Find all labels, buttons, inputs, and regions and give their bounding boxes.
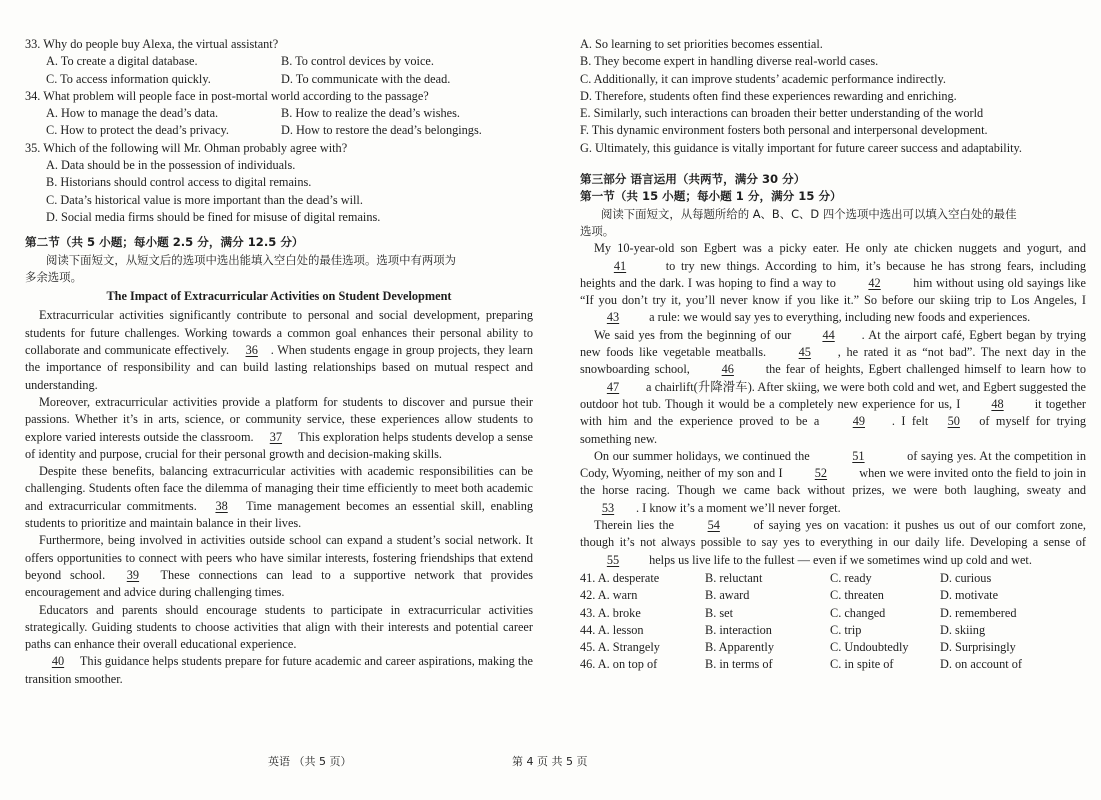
question-35	[25, 140, 533, 226]
section-instructions-cont: 多余选项。	[25, 269, 82, 284]
options-row: 41. A. desperate B. reluctant C. ready D. curious	[580, 570, 992, 585]
choice-c: C. Additionally, it can improve students’ academic performance indirectly.	[580, 71, 946, 86]
section-heading: 第一节（共 15 小题；每小题 1 分，满分 15 分）	[580, 189, 842, 204]
blank-42: 42	[868, 275, 881, 290]
blank-47: 47	[606, 379, 620, 394]
left-column	[25, 36, 533, 688]
blank-53: 53	[601, 500, 615, 515]
choice-e: E. Similarly, such interactions can broaden their better understanding of the world	[580, 106, 984, 121]
option-d: D. Social media firms should be fined for misuse of digital remains.	[46, 209, 381, 224]
blank-37: 37	[269, 429, 283, 444]
choice-list	[580, 36, 1086, 157]
paragraph: My 10-year-old son Egbert was a picky eater. He only ate chicken nuggets and yogurt, and 41 to try new things. According to him, it’s because he has strong fears, including heights and the dark. I was hoping to find a way to 42 him without using old sayings like “If you don’t try it, you’ll never know if you like it.” So before our skiing trip to Los Angeles, I 43 a rule: we would say yes to everything, including new foods and experiences.	[580, 240, 1086, 326]
choice-b: B. They become expert in handling diverse real-world cases.	[580, 54, 879, 69]
options-row: 44. A. lesson B. interaction C. trip D. skiing	[580, 622, 986, 637]
option-b: B. Historians should control access to digital remains.	[46, 175, 312, 190]
question-stem: 33. Why do people buy Alexa, the virtual assistant?	[25, 37, 279, 51]
options-row: 42. A. warn B. award C. threaten D. motivate	[580, 588, 999, 603]
blank-38: 38	[215, 498, 228, 513]
question-34	[25, 88, 533, 140]
option-d: D. To communicate with the dead.	[281, 71, 451, 86]
blank-44: 44	[822, 327, 835, 342]
blank-51: 51	[852, 448, 865, 463]
blank-40: 40	[51, 654, 65, 669]
paragraph: We said yes from the beginning of our 44 . At the airport café, Egbert began by trying new foods like vegetable meatballs. 45 , he rated it as “not bad”. The next day in the snowboarding school, 46 the fear of heights, Egbert challenged himself to learn how to 47 a chairlift(升降滑车). After skiing, we were both cold and wet, and Egbert suggested the outdoor hot tub. Though it would be a completely new experience for us, I 48 it together with him and the experience proved to be a 49 . I felt 50 of myself for trying something new.	[580, 327, 1087, 446]
footer-subject: 英语 （共 5 页）	[268, 755, 352, 768]
options-row: 43. A. broke B. set C. changed D. remembered	[580, 605, 1017, 620]
blank-39: 39	[126, 567, 140, 582]
blank-41: 41	[613, 258, 627, 273]
blank-50: 50	[947, 414, 960, 429]
paragraph: Furthermore, being involved in activities outside school can expand a student’s social network. It offers opportunities to connect with peers who have similar interests, fostering friendships that extend beyond school. 39 These connections can lead to a supportive network that provides encouragement and advice during challenging times.	[25, 533, 533, 600]
blank-48: 48	[991, 396, 1004, 411]
paragraph: On our summer holidays, we continued the 51 of saying yes. At the competition in Cody, Wyoming, neither of my son and I 52 when we were invited onto the field to join in the horse racing. Though we came back without prizes, we were both laughing, sweaty and 53 . I know it’s a moment we’ll never forget.	[580, 448, 1086, 517]
option-a: A. How to manage the dead’s data.	[46, 106, 219, 121]
blank-45: 45	[798, 345, 811, 360]
paragraph: 40 This guidance helps students prepare for future academic and career aspirations, making the transition smoother.	[25, 654, 533, 686]
option-b: B. How to realize the dead’s wishes.	[281, 106, 460, 121]
right-column	[580, 36, 1086, 674]
options-table	[580, 570, 1086, 674]
question-stem: 34. What problem will people face in post-mortal world according to the passage?	[25, 88, 429, 103]
footer-page-number: 第 4 页 共 5 页	[512, 755, 588, 768]
choice-d: D. Therefore, students often find these experiences rewarding and enriching.	[580, 88, 957, 103]
paragraph: Therein lies the 54 of saying yes on vacation: it pushes us out of our comfort zone, though it’s not always possible to say yes to everything in our daily life. Developing a sense of 55 helps us live life to the fullest — even if we sometimes wind up cold and wet.	[580, 517, 1086, 569]
section-instructions: 阅读下面短文，从短文后的选项中选出能填入空白处的最佳选项。选项中有两项为	[46, 252, 457, 267]
option-a: A. Data should be in the possession of individuals.	[46, 158, 296, 173]
question-stem: 35. Which of the following will Mr. Ohman probably agree with?	[25, 140, 348, 155]
option-a: A. To create a digital database.	[46, 54, 198, 69]
choice-g: G. Ultimately, this guidance is vitally important for future career success and adaptability.	[580, 140, 1022, 155]
option-d: D. How to restore the dead’s belongings.	[281, 123, 482, 138]
options-row: 46. A. on top of B. in terms of C. in spite of D. on account of	[580, 657, 1022, 672]
option-c: C. To access information quickly.	[46, 71, 211, 86]
option-b: B. To control devices by voice.	[281, 54, 434, 69]
section-heading: 第二节（共 5 小题；每小题 2.5 分，满分 12.5 分）	[25, 235, 304, 250]
blank-36: 36	[245, 343, 258, 358]
question-33	[25, 36, 533, 88]
paragraph: Despite these benefits, balancing extracurricular activities with academic responsibilities can be challenging. Students often face the dilemma of managing their time efficiently to meet both academic and extracurricular commitments. 38 Time management becomes an essential skill, enabling students to prioritize and maintain balance in their lives.	[25, 464, 533, 531]
option-c: C. How to protect the dead’s privacy.	[46, 123, 229, 138]
choice-a: A. So learning to set priorities becomes essential.	[580, 37, 823, 51]
passage-title: The Impact of Extracurricular Activities on Student Development	[106, 289, 452, 304]
part-heading: 第三部分 语言运用（共两节，满分 30 分）	[580, 172, 806, 187]
blank-49: 49	[852, 414, 865, 429]
option-c: C. Data’s historical value is more important than the dead’s will.	[46, 192, 363, 207]
blank-55: 55	[606, 552, 620, 567]
options-row: 45. A. Strangely B. Apparently C. Undoubtedly D. Surprisingly	[580, 640, 1016, 655]
blank-52: 52	[814, 466, 828, 481]
choice-f: F. This dynamic environment fosters both personal and interpersonal development.	[580, 123, 988, 138]
section-instructions-cont: 选项。	[580, 223, 615, 238]
blank-46: 46	[721, 362, 734, 377]
section-instructions: 阅读下面短文，从每题所给的 A、B、C、D 四个选项中选出可以填入空白处的最佳	[601, 206, 1017, 221]
blank-43: 43	[606, 310, 620, 325]
paragraph: Educators and parents should encourage students to participate in extracurricular activities strategically. Guiding students to choose activities that align with their interests and potential career paths can enhance their overall educational experience.	[25, 602, 533, 652]
paragraph: Extracurricular activities significantly contribute to personal and social development, preparing students for future challenges. Working towards a common goal enhances their personal ability to collaborate and communicate effectively. 36 . When students engage in group projects, they learn the importance of responsibility and can build lasting relationships based on mutual respect and understanding.	[25, 308, 533, 392]
paragraph: Moreover, extracurricular activities provide a platform for students to discover and pursue their passions. Whether it’s in arts, science, or community service, these experiences allow students to explore varied interests outside the classroom. 37 This exploration helps students develop a sense of identity and purpose, crucial for their personal growth and decision-making skills.	[25, 394, 533, 461]
blank-54: 54	[707, 518, 720, 533]
